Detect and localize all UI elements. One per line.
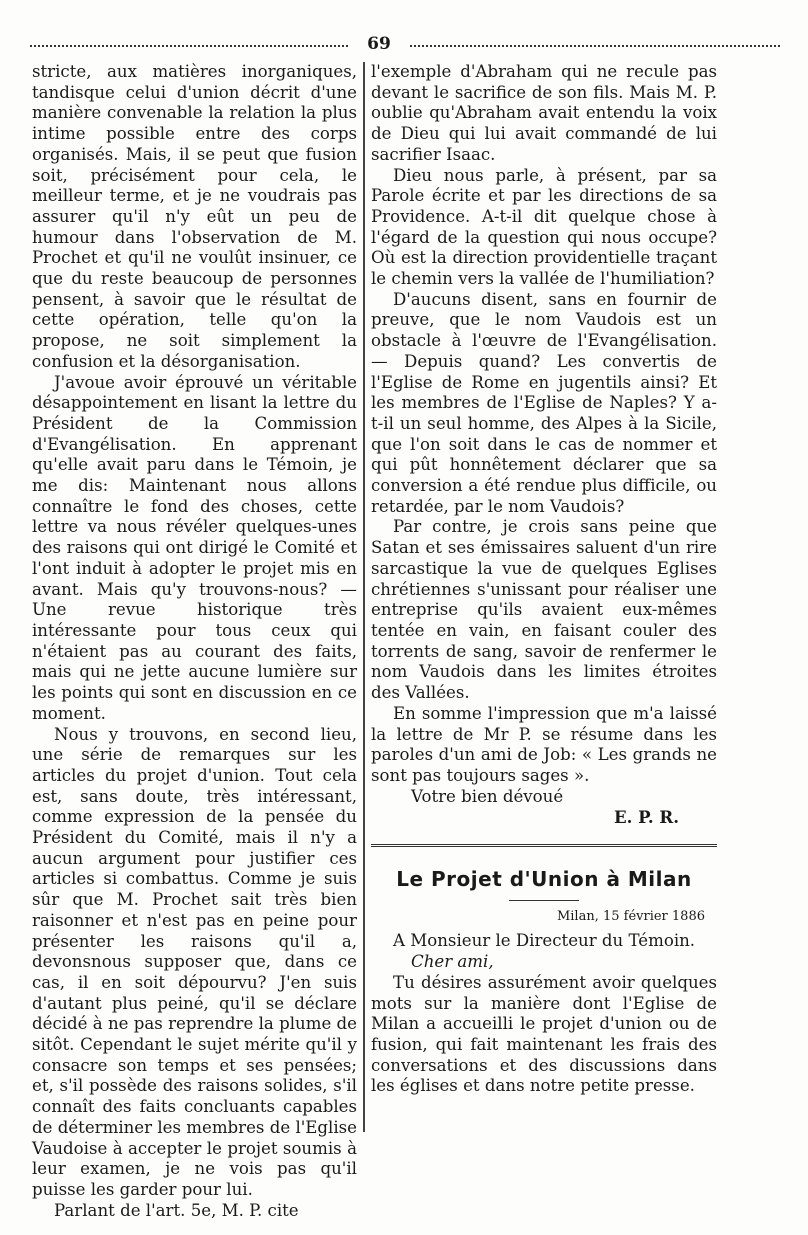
- column-divider: [363, 62, 365, 1132]
- article-body: Tu désires assurément avoir quelques mots sur la manière dont l'Eglise de Milan a accueilli le projet d'union ou de fusion, qui fait maintenant les frais des conversations et des discussions dans les églises et dans notre petite presse.: [371, 972, 717, 1096]
- right-paragraph-5: En somme l'impression que m'a laissé la lettre de Mr P. se résume dans les paroles d'un ami de Job: « Les grands ne sont pas toujours sages ».: [371, 703, 717, 785]
- closing-line: Votre bien dévoué: [411, 786, 564, 806]
- signature: E. P. R.: [613, 807, 679, 828]
- title-underline: [509, 900, 579, 901]
- article-title: Le Projet d'Union à Milan: [396, 867, 692, 892]
- header-rule-right: [410, 45, 780, 47]
- left-paragraph-1: stricte, aux matières inorganiques, tandisque celui d'union décrit d'une manière convenable la relation la plus intime possible entre des corps organisés. Mais, il se peut que fusion soit, précisément pour cela, le meilleur terme, et je ne voudrais pas assurer qu'il n'y eût un peu de humour dans l'observation de M. Prochet et qu'il ne voulût insinuer, ce que du reste beaucoup de personnes pensent, à savoir que le résultat de cette opération, telle qu'on la propose, ne soit simplement la confusion et la désorganisation.: [32, 62, 357, 371]
- page-number: 69: [367, 34, 391, 54]
- left-column: [32, 62, 357, 1221]
- greeting: Cher ami,: [411, 952, 494, 972]
- right-paragraph-1: l'exemple d'Abraham qui ne recule pas devant le sacrifice de son fils. Mais M. P. oublie qu'Abraham avait entendu la voix de Dieu qui lui avait commandé de lui sacrifier Isaac.: [371, 62, 717, 164]
- left-paragraph-3: Nous y trouvons, en second lieu, une série de remarques sur les articles du projet d'union. Tout cela est, sans doute, très intéressant, comme expression de la pensée du Président du Comité, mais il n'y a aucun argument pour justifier ces articles si combattus. Comme je suis sûr que M. Prochet sait très bien raisonner et n'est pas en peine pour présenter les raisons qu'il a, devonsnous supposer que, dans ce cas, il en soit dépourvu? J'en suis d'autant plus peiné, qu'il se déclare décidé à ne pas reprendre la plume de sitôt. Cependant le sujet mérite qu'il y consacre son temps et ses pensées; et, s'il possède des raisons solides, s'il connaît des faits concluants capables de déterminer les membres de l'Eglise Vaudoise à accepter le projet soumis à leur examen, je ne vois pas qu'il puisse les garder pour lui.: [32, 724, 357, 1199]
- right-column: [371, 62, 717, 1097]
- right-paragraph-2: Dieu nous parle, à présent, par sa Parole écrite et par les directions de sa Providence. A-t-il dit quelque chose à l'égard de la question qui nous occupe? Où est la direction providentielle traçant le chemin vers la vallée de l'humiliation?: [371, 165, 717, 289]
- right-paragraph-3: D'aucuns disent, sans en fournir de preuve, que le nom Vaudois est un obstacle à l'œuvre de l'Evangélisation. — Depuis quand? Les convertis de l'Eglise de Rome en jugentils ainsi? Et les membres de l'Eglise de Naples? Y a-t-il un seul homme, des Alpes à la Sicile, que l'on soit dans le cas de nommer et qui pût honnêtement déclarer que sa conversion a été rendue plus difficile, ou retardée, par le nom Vaudois?: [371, 289, 717, 516]
- left-paragraph-2: J'avoue avoir éprouvé un véritable désappointement en lisant la lettre du Président de la Commission d'Evangélisation. En apprenant qu'elle avait paru dans le Témoin, je me dis: Maintenant nous allons connaître le fond des choses, cette lettre va nous révéler quelques-unes des raisons qui ont dirigé le Comité et l'ont induit à adopter le projet mis en avant. Mais qu'y trouvons-nous? — Une revue historique très intéressante pour tous ceux qui n'étaient pas au courant des faits, mais qui ne jette aucune lumière sur les points qui sont en discussion en ce moment.: [32, 372, 357, 723]
- left-paragraph-4: Parlant de l'art. 5e, M. P. cite: [54, 1200, 299, 1220]
- right-paragraph-4: Par contre, je crois sans peine que Satan et ses émissaires saluent d'un rire sarcastique la vue de quelques Eglises chrétiennes s'unissant pour réaliser une entreprise qu'ils avaient eux-mêmes tentée en vain, en faisant couler des torrents de sang, savoir de renfermer le nom Vaudois dans les limites étroites des Vallées.: [371, 517, 717, 703]
- salutation: A Monsieur le Directeur du Témoin.: [393, 931, 696, 951]
- dateline: Milan, 15 février 1886: [556, 908, 705, 924]
- header-rule-left: [30, 45, 348, 47]
- page-header: [30, 34, 780, 58]
- section-rule: [371, 844, 717, 847]
